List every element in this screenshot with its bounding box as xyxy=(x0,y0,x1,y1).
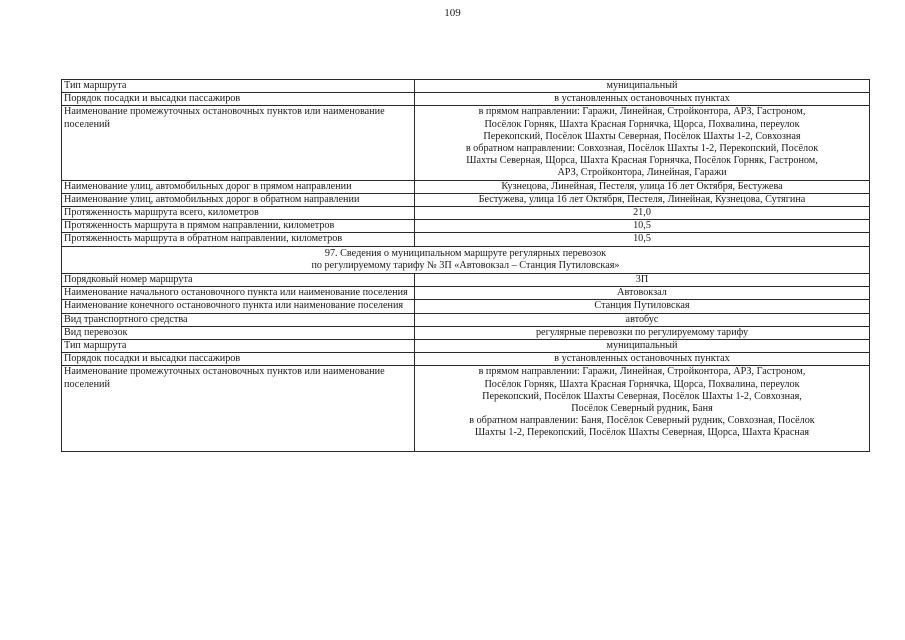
table-row xyxy=(62,340,870,353)
stops-line: Перекопский, Посёлок Шахты Северная, Посёлок Шахты 1-2, Совхозная xyxy=(483,130,801,142)
intermediate-stops-list xyxy=(415,366,870,452)
row-value: муниципальный xyxy=(415,80,870,93)
row-label: Наименование улиц, автомобильных дорог в обратном направлении xyxy=(62,193,415,206)
stops-line: в обратном направлении: Баня, Посёлок Северный рудник, Совхозная, Посёлок xyxy=(469,415,815,427)
table-row xyxy=(62,80,870,93)
row-label: Протяженность маршрута в прямом направлении, километров xyxy=(62,220,415,233)
table-row xyxy=(62,353,870,366)
row-label: Порядок посадки и высадки пассажиров xyxy=(62,353,415,366)
section-heading-row xyxy=(62,246,870,273)
section-heading-line: 97. Сведения о муниципальном маршруте регулярных перевозок xyxy=(324,247,607,259)
row-label: Наименование промежуточных остановочных пунктов или наименование поселений xyxy=(62,106,415,180)
row-label: Наименование начального остановочного пункта или наименование поселения xyxy=(62,287,415,300)
stops-line: в прямом направлении: Гаражи, Линейная, Стройконтора, АРЗ, Гастроном, xyxy=(478,366,806,378)
table-row xyxy=(62,287,870,300)
page-number: 109 xyxy=(444,7,461,19)
stops-line: АРЗ, Стройконтора, Линейная, Гаражи xyxy=(557,167,727,179)
table-row xyxy=(62,193,870,206)
row-value: Кузнецова, Линейная, Пестеля, улица 16 лет Октября, Бестужева xyxy=(415,180,870,193)
row-value: в установленных остановочных пунктах xyxy=(415,93,870,106)
row-label: Порядковый номер маршрута xyxy=(62,274,415,287)
row-value: 10,5 xyxy=(415,220,870,233)
table-row xyxy=(62,207,870,220)
row-value: Бестужева, улица 16 лет Октября, Пестеля, Линейная, Кузнецова, Сутягина xyxy=(415,193,870,206)
row-label: Протяженность маршрута всего, километров xyxy=(62,207,415,220)
row-value: автобус xyxy=(415,313,870,326)
section-heading xyxy=(62,246,870,273)
row-label: Порядок посадки и высадки пассажиров xyxy=(62,93,415,106)
section-heading-line: по регулируемому тарифу № 3П «Автовокзал – Станция Путиловская» xyxy=(311,259,620,271)
row-label: Наименование конечного остановочного пункта или наименование поселения xyxy=(62,300,415,313)
row-value: Станция Путиловская xyxy=(415,300,870,313)
intermediate-stops-list xyxy=(415,106,870,180)
row-label: Тип маршрута xyxy=(62,80,415,93)
stops-line: в обратном направлении: Совхозная, Посёлок Шахты 1-2, Перекопский, Посёлок xyxy=(465,143,819,155)
stops-line: Перекопский, Посёлок Шахты Северная, Посёлок Шахты 1-2, Совхозная, xyxy=(482,390,802,402)
stops-line: Посёлок Горняк, Шахта Красная Горнячка, Щорса, Похвалина, переулок xyxy=(484,378,800,390)
table-row xyxy=(62,366,870,452)
row-label: Тип маршрута xyxy=(62,340,415,353)
row-value: 3П xyxy=(415,274,870,287)
row-value: регулярные перевозки по регулируемому тарифу xyxy=(415,326,870,339)
row-value: 21,0 xyxy=(415,207,870,220)
row-label: Наименование улиц, автомобильных дорог в прямом направлении xyxy=(62,180,415,193)
row-label: Протяженность маршрута в обратном направлении, километров xyxy=(62,233,415,246)
row-value: 10,5 xyxy=(415,233,870,246)
table-row xyxy=(62,300,870,313)
stops-line: Шахты 1-2, Перекопский, Посёлок Шахты Северная, Щорса, Шахта Красная xyxy=(474,427,810,439)
row-value: муниципальный xyxy=(415,340,870,353)
table-row xyxy=(62,326,870,339)
table-row xyxy=(62,93,870,106)
table-row xyxy=(62,180,870,193)
stops-line: в прямом направлении: Гаражи, Линейная, Стройконтора, АРЗ, Гастроном, xyxy=(478,106,806,118)
table-row xyxy=(62,274,870,287)
stops-line: Посёлок Северный рудник, Баня xyxy=(571,403,713,415)
row-value: Автовокзал xyxy=(415,287,870,300)
row-label: Наименование промежуточных остановочных пунктов или наименование поселений xyxy=(62,366,415,452)
route-info-table xyxy=(61,79,870,452)
stops-line: Посёлок Горняк, Шахта Красная Горнячка, Щорса, Похвалина, переулок xyxy=(484,118,800,130)
stops-line: Шахты Северная, Щорса, Шахта Красная Горнячка, Посёлок Горняк, Гастроном, xyxy=(466,155,818,167)
row-label: Вид перевозок xyxy=(62,326,415,339)
row-value: в установленных остановочных пунктах xyxy=(415,353,870,366)
table-row xyxy=(62,106,870,180)
table-row xyxy=(62,220,870,233)
table-row xyxy=(62,233,870,246)
table-row xyxy=(62,313,870,326)
row-label: Вид транспортного средства xyxy=(62,313,415,326)
